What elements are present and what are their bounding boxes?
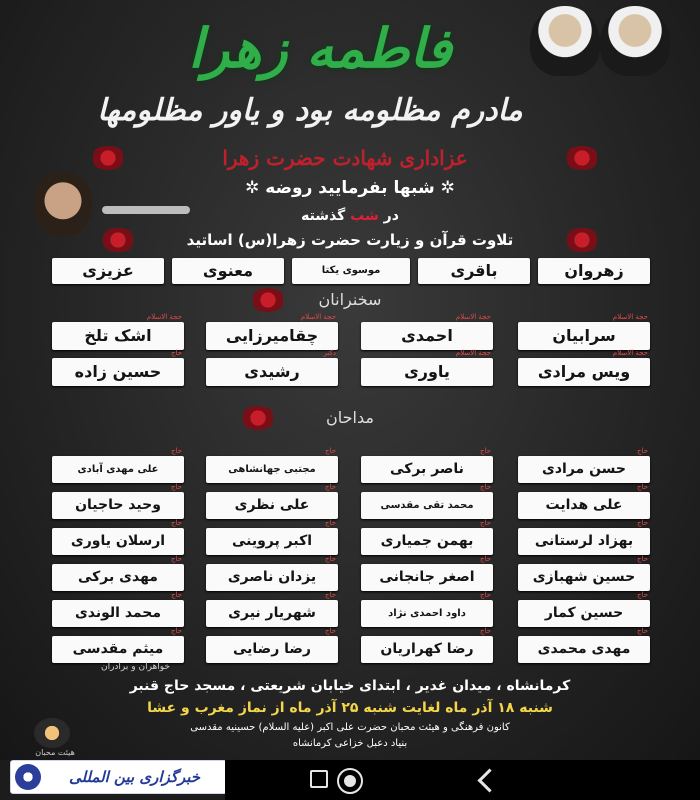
- honorific-label: حاج: [480, 555, 491, 563]
- eulogist-plaque: میثم مقدسی: [52, 636, 184, 663]
- honorific-label: حاج: [325, 555, 336, 563]
- rose-ornament-icon: [564, 146, 600, 170]
- speaker-plaque: احمدی: [361, 322, 493, 350]
- rose-ornament-icon: [100, 228, 136, 252]
- honorific-label: حاج: [325, 627, 336, 635]
- agency-name: خبرگزاری بین المللی: [68, 768, 201, 786]
- portrait-image: [530, 6, 600, 76]
- honorific-label: حاج: [171, 519, 182, 527]
- eulogist-plaque: رضا کهراریان: [361, 636, 493, 663]
- organizer-line: بنیاد دعبل خزاعی کرمانشاه: [292, 738, 408, 749]
- eulogist-plaque: مهدی محمدی: [518, 636, 650, 663]
- android-navbar: [225, 760, 700, 800]
- rose-ornament-icon: [250, 288, 286, 312]
- sisters-brothers-note: خواهران و برادران: [100, 662, 170, 672]
- home-icon[interactable]: [337, 768, 363, 794]
- eulogist-plaque: حسن مرادی: [518, 456, 650, 483]
- calligraphy-title: فاطمه زهرا: [188, 16, 452, 80]
- eulogist-plaque: یزدان ناصری: [206, 564, 338, 591]
- speaker-plaque: یاوری: [361, 358, 493, 386]
- eulogist-plaque: حسین شهبازی: [518, 564, 650, 591]
- eulogist-plaque: ناصر برکی: [361, 456, 493, 483]
- speaker-plaque: اشک تلخ: [52, 322, 184, 350]
- eulogist-plaque: حسین کمار: [518, 600, 650, 627]
- honorific-label: حجة الاسلام: [146, 313, 182, 321]
- sparkle-icon: ✲: [245, 178, 260, 198]
- honorific-label: حاج: [171, 483, 182, 491]
- rose-ornament-icon: [240, 406, 276, 430]
- organizer-line: کانون فرهنگی و هیئت محبان حضرت علی اکبر (علیه السلام) حسینیه مقدسی: [190, 722, 510, 733]
- heyat-logo-icon: [34, 718, 70, 748]
- eulogist-plaque: محمد الوندی: [52, 600, 184, 627]
- eulogist-plaque: اکبر پروینی: [206, 528, 338, 555]
- honorific-label: حاج: [637, 483, 648, 491]
- subtitle: مادرم مظلومه بود و یاور مظلومها: [97, 93, 523, 128]
- honorific-label: حاج: [171, 349, 182, 357]
- ostad-plaque: زهروان: [538, 258, 650, 284]
- honorific-label: حاج: [637, 519, 648, 527]
- eulogist-plaque: وحید حاجیان: [52, 492, 184, 519]
- quran-row: [100, 228, 600, 252]
- eulogist-plaque: بهمن جمیاری: [361, 528, 493, 555]
- speaker-plaque: چقامیرزایی: [206, 322, 338, 350]
- dates-text: شنبه ۱۸ آذر ماه لغایت شنبه ۲۵ آذر ماه از نماز مغرب و عشا: [147, 700, 553, 716]
- speaker-plaque: ویس مرادی: [518, 358, 650, 386]
- agency-globe-icon: [15, 764, 41, 790]
- logo-caption: هیئت محبان: [35, 748, 75, 757]
- honorific-label: حاج: [637, 447, 648, 455]
- nights-prefix: در: [383, 208, 399, 224]
- sparkle-icon: ✲: [440, 178, 455, 198]
- ostad-plaque: عزیزی: [52, 258, 164, 284]
- nights-suffix: گذشته: [301, 208, 346, 224]
- banner-text: عزاداری شهادت حضرت زهرا: [222, 146, 468, 170]
- honorific-label: حجة الاسلام: [300, 313, 336, 321]
- speaker-plaque: سرابیان: [518, 322, 650, 350]
- rose-ornament-icon: [564, 228, 600, 252]
- honorific-label: حاج: [637, 591, 648, 599]
- quran-line: تلاوت قرآن و زیارت حضرت زهرا(س) اساتید: [186, 231, 514, 249]
- ostad-plaque: باقری: [418, 258, 530, 284]
- honorific-label: حاج: [480, 483, 491, 491]
- eulogist-plaque: مهدی برکی: [52, 564, 184, 591]
- honorific-label: حاج: [171, 591, 182, 599]
- honorific-label: حجة الاسلام: [612, 349, 648, 357]
- eulogists-section: [200, 404, 500, 432]
- eulogist-plaque: علی مهدی آبادی: [52, 456, 184, 483]
- honorific-label: حاج: [480, 591, 491, 599]
- venue-text: کرمانشاه ، میدان غدیر ، ابتدای خیابان شریعتی ، مسجد حاج قنبر: [129, 678, 571, 694]
- ostad-plaque: موسوی یکتا: [292, 258, 410, 284]
- rose-ornament-icon: [90, 146, 126, 170]
- honorific-label: حاج: [637, 555, 648, 563]
- honorific-label: حاج: [171, 447, 182, 455]
- honorific-label: حاج: [480, 519, 491, 527]
- honorific-label: حجة الاسلام: [455, 349, 491, 357]
- honorific-label: حاج: [480, 627, 491, 635]
- nights-highlight: شب: [350, 208, 379, 224]
- back-icon[interactable]: [477, 768, 501, 792]
- honorific-label: حاج: [325, 447, 336, 455]
- eulogist-plaque: اصغر جانجانی: [361, 564, 493, 591]
- eulogist-plaque: ارسلان یاوری: [52, 528, 184, 555]
- eulogist-plaque: شهریار نیری: [206, 600, 338, 627]
- eulogist-plaque: مجتبی جهانشاهی: [206, 456, 338, 483]
- invite-text: [0, 178, 700, 198]
- speakers-section: [200, 286, 500, 314]
- honorific-label: حاج: [480, 447, 491, 455]
- ostad-plaque: معنوی: [172, 258, 284, 284]
- honorific-label: حاج: [637, 627, 648, 635]
- speakers-title: سخنرانان: [318, 290, 382, 309]
- eulogist-plaque: رضا رضایی: [206, 636, 338, 663]
- honorific-label: حاج: [171, 555, 182, 563]
- speaker-plaque: رشیدی: [206, 358, 338, 386]
- portrait-image: [600, 6, 670, 76]
- honorific-label: حاج: [325, 591, 336, 599]
- eulogist-plaque: محمد تقی مقدسی: [361, 492, 493, 519]
- honorific-label: حجة الاسلام: [612, 313, 648, 321]
- honorific-label: حاج: [325, 519, 336, 527]
- agency-watermark: [10, 760, 227, 794]
- nights-text: [0, 208, 700, 224]
- honorific-label: حاج: [325, 483, 336, 491]
- eulogist-plaque: داود احمدی نژاد: [361, 600, 493, 627]
- leaders-portraits: [530, 6, 680, 76]
- recents-icon[interactable]: [310, 770, 328, 788]
- eulogist-plaque: بهزاد لرستانی: [518, 528, 650, 555]
- speaker-plaque: حسین زاده: [52, 358, 184, 386]
- eulogist-plaque: علی نظری: [206, 492, 338, 519]
- honorific-label: حاج: [171, 627, 182, 635]
- eulogists-title: مداحان: [326, 408, 374, 427]
- honorific-label: دکتر: [323, 349, 336, 357]
- invite-label: شبها بفرمایید روضه: [265, 178, 435, 198]
- eulogist-plaque: علی هدایت: [518, 492, 650, 519]
- honorific-label: حجة الاسلام: [455, 313, 491, 321]
